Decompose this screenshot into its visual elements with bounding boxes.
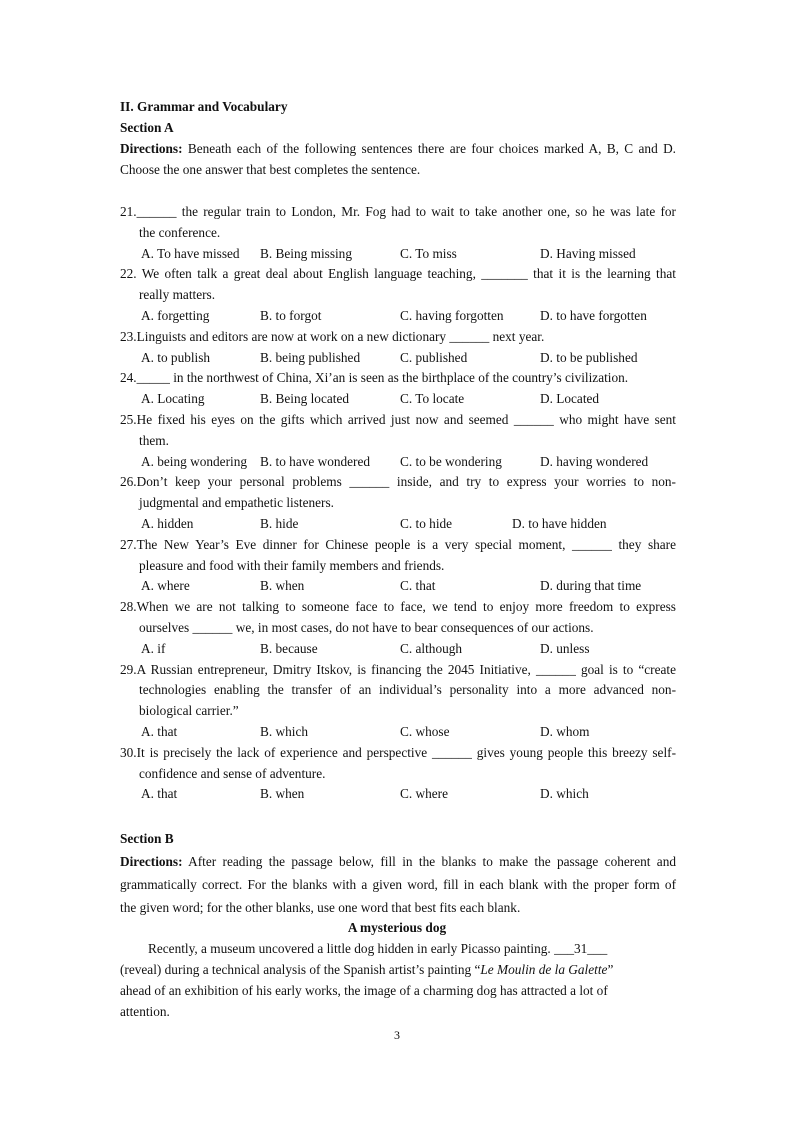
option-c[interactable]: C. where (400, 786, 448, 802)
question-stem: 27.The New Year’s Eve dinner for Chinese people is a very special moment, ______ they share (120, 536, 676, 552)
question-stem-continued: technologies enabling the transfer of an individual’s personality into a more advanced non- (139, 682, 676, 698)
option-d[interactable]: D. whom (540, 724, 590, 739)
option-c[interactable]: C. published (400, 349, 468, 365)
option-d[interactable]: D. Having missed (540, 245, 636, 261)
question-stem: 24._____ in the northwest of China, Xi’an is seen as the birthplace of the country’s civilization. (120, 370, 629, 386)
part-title: II. Grammar and Vocabulary (120, 99, 288, 114)
section-a-directions-line1 (120, 141, 676, 157)
option-a[interactable]: A. to publish (141, 349, 211, 365)
option-a[interactable]: A. hidden (141, 516, 194, 531)
option-a[interactable]: A. being wondering (141, 453, 247, 469)
section-a-title: Section A (120, 120, 174, 135)
option-b[interactable]: B. to forgot (260, 308, 322, 323)
option-d[interactable]: D. Located (540, 391, 600, 407)
option-b[interactable]: B. when (260, 786, 305, 802)
option-c[interactable]: C. to be wondering (400, 453, 502, 469)
option-a[interactable]: A. if (141, 640, 166, 656)
directions-text: After reading the passage below, fill in the blanks to make the passage coherent and (182, 854, 676, 869)
option-a[interactable]: A. forgetting (141, 308, 210, 323)
directions-label: Directions: (120, 854, 183, 869)
section-a-directions-line2: Choose the one answer that best completes the sentence. (120, 162, 421, 177)
option-c[interactable]: C. that (400, 578, 436, 594)
passage-text: (reveal) during a technical analysis of the Spanish artist’s painting “ (120, 962, 481, 977)
option-c[interactable]: C. To miss (400, 245, 457, 261)
page-number: 3 (394, 1028, 400, 1042)
section-b-directions-line1 (120, 854, 676, 870)
directions-text: Beneath each of the following sentences there are four choices marked A, B, C and D. (182, 141, 676, 156)
option-d[interactable]: D. to have hidden (512, 516, 607, 531)
option-a[interactable]: A. Locating (141, 391, 205, 407)
passage-line-2 (120, 962, 613, 978)
option-a[interactable]: A. that (141, 786, 178, 802)
option-c[interactable]: C. although (400, 640, 463, 656)
option-d[interactable]: D. to be published (540, 349, 638, 365)
option-c[interactable]: C. to hide (400, 516, 453, 531)
section-b-directions-line2: grammatically correct. For the blanks with a given word, fill in each blank with the proper form of (120, 877, 676, 892)
question-stem: 23.Linguists and editors are now at work on a new dictionary ______ next year. (120, 328, 545, 344)
option-b[interactable]: B. because (260, 640, 318, 656)
option-c[interactable]: C. having forgotten (400, 308, 504, 323)
passage-line-4: attention. (120, 1004, 170, 1019)
question-stem-continued: ourselves ______ we, in most cases, do not have to bear consequences of our actions. (139, 620, 594, 635)
option-b[interactable]: B. Being located (260, 391, 349, 407)
question-stem-continued: biological carrier.” (139, 703, 239, 719)
section-b-title: Section B (120, 831, 174, 846)
option-a[interactable]: A. that (141, 724, 178, 739)
option-d[interactable]: D. unless (540, 640, 590, 656)
question-stem: 25.He fixed his eyes on the gifts which arrived just now and seemed ______ who might have sent (120, 412, 676, 427)
question-stem: 22. We often talk a great deal about English language teaching, _______ that it is the learning that (120, 266, 676, 282)
option-a[interactable]: A. where (141, 578, 190, 594)
question-stem-continued: really matters. (139, 287, 216, 303)
painting-title: Le Moulin de la Galette (480, 962, 608, 977)
option-b[interactable]: B. to have wondered (260, 453, 371, 469)
option-b[interactable]: B. hide (260, 516, 299, 531)
section-b-directions-line3: the given word; for the other blanks, use one word that best fits each blank. (120, 900, 521, 915)
passage-text: ” (607, 962, 614, 977)
option-d[interactable]: D. which (540, 786, 589, 802)
option-b[interactable]: B. when (260, 578, 305, 594)
question-stem-continued: confidence and sense of adventure. (139, 765, 326, 781)
passage-line-3: ahead of an exhibition of his early works, the image of a charming dog has attracted a lot of (120, 983, 608, 998)
question-stem-continued: the conference. (139, 224, 221, 240)
question-stem: 21.______ the regular train to London, Mr. Fog had to wait to take another one, so he was late for (120, 204, 676, 219)
passage-title: A mysterious dog (347, 920, 447, 935)
option-d[interactable]: D. to have forgotten (540, 308, 647, 323)
question-stem-continued: pleasure and food with their family members and friends. (139, 557, 445, 573)
option-c[interactable]: C. To locate (400, 391, 465, 407)
option-d[interactable]: D. having wondered (540, 453, 649, 469)
question-stem: 26.Don’t keep your personal problems ______ inside, and try to express your worries to non- (120, 474, 676, 490)
option-c[interactable]: C. whose (400, 724, 450, 739)
question-stem-continued: them. (139, 432, 169, 448)
question-stem: 30.It is precisely the lack of experience and perspective ______ gives young people this breezy self- (120, 744, 676, 760)
question-stem-continued: judgmental and empathetic listeners. (139, 495, 334, 511)
directions-label: Directions: (120, 141, 183, 156)
option-a[interactable]: A. To have missed (141, 245, 240, 261)
question-stem: 28.When we are not talking to someone face to face, we tend to enjoy more freedom to express (120, 599, 676, 615)
option-b[interactable]: B. Being missing (260, 245, 352, 261)
option-d[interactable]: D. during that time (540, 578, 642, 594)
passage-line-1: Recently, a museum uncovered a little dog hidden in early Picasso painting. ___31___ (148, 941, 608, 956)
option-b[interactable]: B. being published (260, 349, 361, 365)
option-b[interactable]: B. which (260, 724, 309, 739)
question-stem: 29.A Russian entrepreneur, Dmitry Itskov, is financing the 2045 Initiative, ______ goal is to “create (120, 661, 676, 677)
